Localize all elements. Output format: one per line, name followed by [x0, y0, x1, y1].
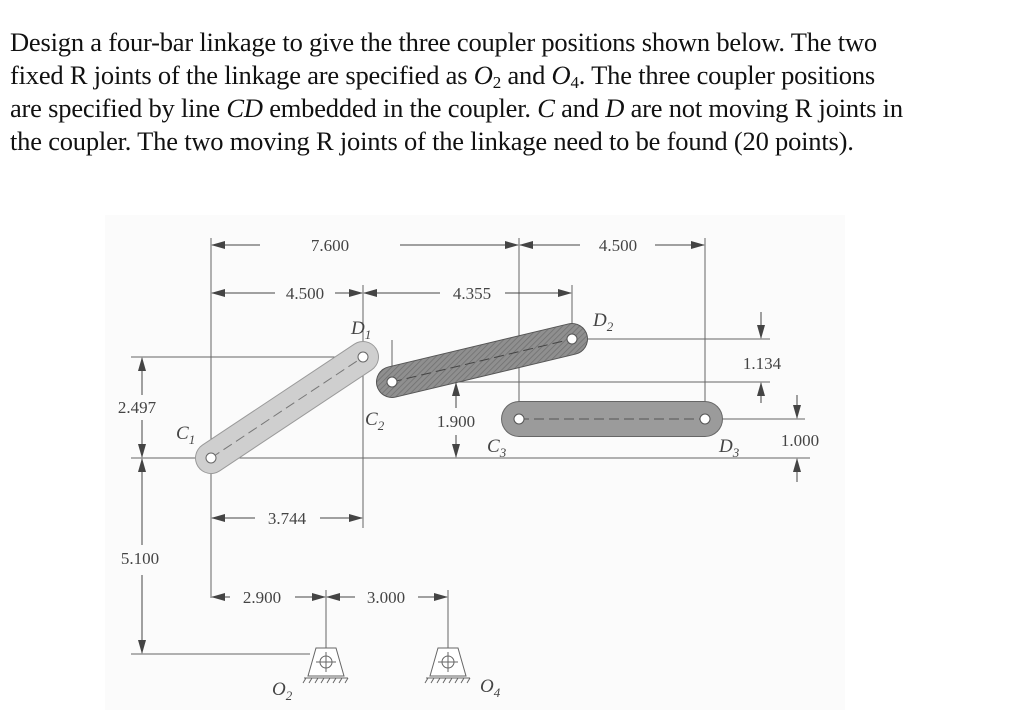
dim-1000: 1.000: [780, 431, 820, 450]
problem-line-3: are specified by line CD embedded in the coupler. C and D are not moving R joints in: [10, 93, 903, 123]
label-d3: $D_3$: [719, 436, 740, 460]
dim-7600: 7.600: [310, 236, 350, 255]
dim-2497: 2.497: [117, 398, 157, 417]
label-d1: $D_1$: [351, 318, 372, 342]
dim-1134: 1.134: [742, 354, 782, 373]
dim-5100: 5.100: [120, 549, 160, 568]
dim-1900: 1.900: [436, 412, 476, 431]
label-c1: $C_1$: [176, 423, 196, 447]
coupler-position-3: [514, 414, 710, 424]
label-c2: $C_2$: [365, 409, 385, 433]
label-c3: $C_3$: [487, 436, 507, 460]
problem-line-1: Design a four-bar linkage to give the three coupler positions shown below. The two: [10, 27, 877, 57]
dim-3744: 3.744: [267, 509, 307, 528]
dim-4355: 4.355: [452, 284, 492, 303]
problem-line-4: the coupler. The two moving R joints of the linkage need to be found (20 points).: [10, 126, 854, 156]
dim-3000: 3.000: [366, 588, 406, 607]
problem-statement: [10, 26, 1010, 158]
problem-line-2: fixed R joints of the linkage are specified as $O_2$ and $O_4$. The three coupler positions: [10, 60, 875, 92]
dim-2900: 2.900: [242, 588, 282, 607]
linkage-figure: [0, 210, 1024, 714]
dim-4500-mid: 4.500: [285, 284, 325, 303]
label-o4: $O_4$: [480, 676, 501, 700]
dim-4500-top: 4.500: [598, 236, 638, 255]
label-o2: $O_2$: [272, 679, 293, 703]
label-d2: $D_2$: [593, 310, 614, 334]
